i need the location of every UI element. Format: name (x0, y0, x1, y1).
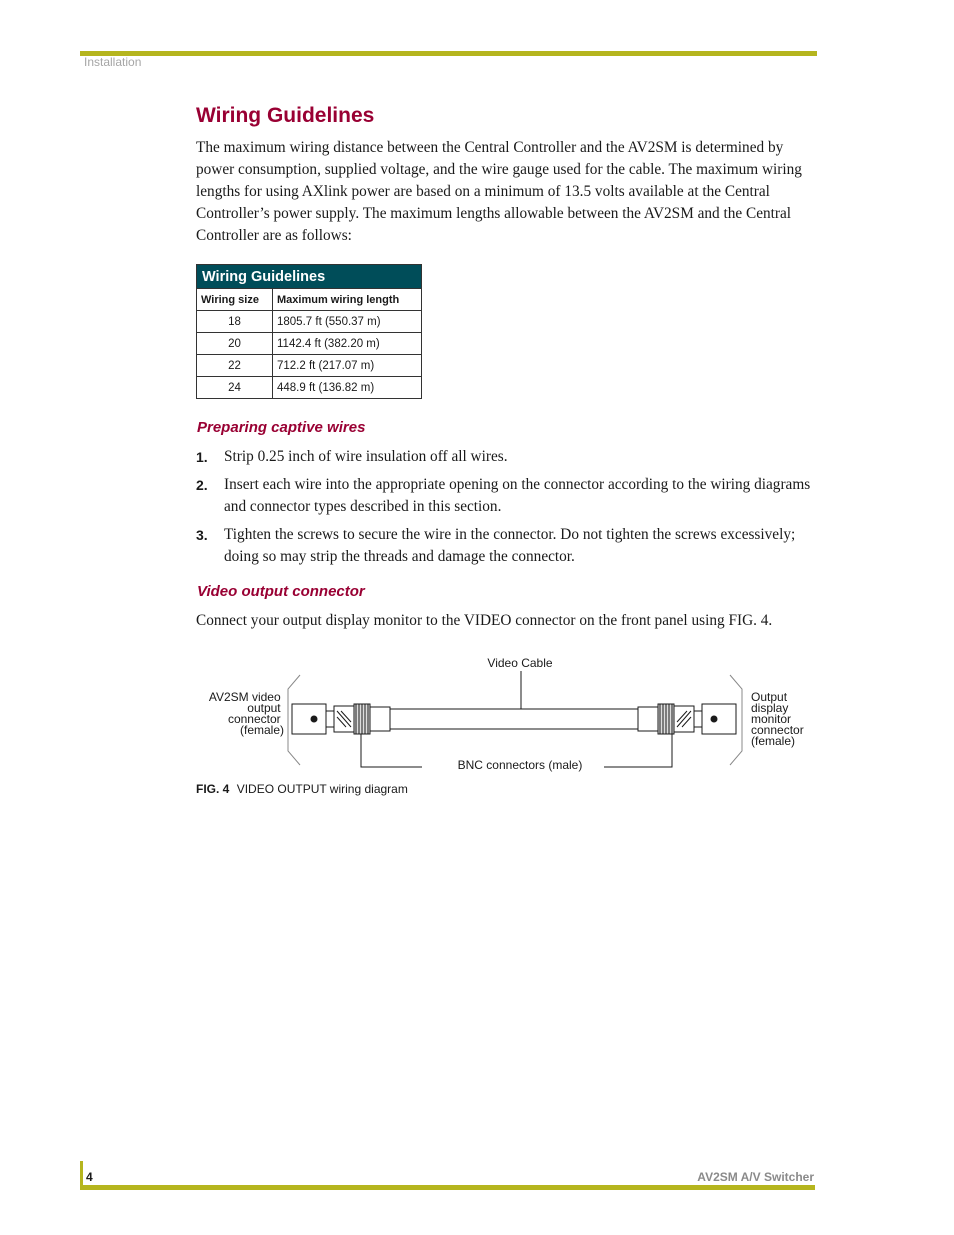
video-cable (390, 709, 638, 729)
running-head: Installation (84, 55, 142, 69)
captive-wires-steps (196, 446, 816, 574)
table-caption: Wiring Guidelines (197, 265, 422, 289)
column-header-max-length: Maximum wiring length (273, 289, 422, 311)
step-text: Strip 0.25 inch of wire insulation off all wires. (224, 448, 508, 465)
column-header-wiring-size: Wiring size (197, 289, 273, 311)
left-bnc-connector (334, 704, 390, 734)
figure-caption-text: VIDEO OUTPUT wiring diagram (236, 782, 408, 796)
max-length-cell: 712.2 ft (217.07 m) (273, 355, 422, 377)
label-right-connector: Output display monitor connector (female) (751, 690, 804, 748)
figure-caption (196, 782, 408, 796)
header-rule (80, 51, 817, 56)
figure-label: FIG. 4 (196, 782, 230, 796)
video-output-wiring-diagram (196, 645, 816, 780)
step-text: Insert each wire into the appropriate opening on the connector according to the wiring diagrams and connector types described in this section. (224, 476, 811, 515)
max-length-cell: 1805.7 ft (550.37 m) (273, 311, 422, 333)
footer-rule (80, 1185, 815, 1190)
section-title: Wiring Guidelines (196, 104, 375, 127)
label-left-connector: AV2SM video output connector (female) (208, 690, 284, 737)
wiring-size-cell: 22 (197, 355, 273, 377)
step-text: Tighten the screws to secure the wire in the connector. Do not tighten the screws excessively; doing so may strip the threads and damage the connector. (224, 526, 796, 565)
right-female-jack (694, 704, 736, 734)
step-number: 1. (196, 449, 208, 465)
page-number: 4 (86, 1170, 93, 1184)
wiring-size-cell: 20 (197, 333, 273, 355)
wiring-size-cell: 18 (197, 311, 273, 333)
left-female-jack (292, 704, 334, 734)
list-item (196, 446, 816, 468)
video-output-paragraph: Connect your output display monitor to the VIDEO connector on the front panel using FIG. 4. (196, 612, 773, 629)
step-number: 3. (196, 527, 208, 543)
captive-wires-heading: Preparing captive wires (197, 419, 366, 436)
list-item (196, 474, 816, 518)
intro-paragraph: The maximum wiring distance between the Central Controller and the AV2SM is determined by power consumption, supplied voltage, and the wire gauge used for the cable. The maximum wiring lengths for using AXlink power are based on a minimum of 13.5 volts available at the Central Controller’s power supply. The maximum lengths allowable between the AV2SM and the Central Controller are as follows: (196, 139, 802, 244)
label-bnc-connectors: BNC connectors (male) (457, 758, 583, 772)
bnc-leader-right (604, 734, 672, 767)
step-number: 2. (196, 477, 208, 493)
document-title: AV2SM A/V Switcher (697, 1170, 814, 1184)
max-length-cell: 448.9 ft (136.82 m) (273, 377, 422, 399)
video-output-heading: Video output connector (197, 583, 365, 600)
table-row (197, 355, 422, 377)
wiring-guidelines-table (196, 264, 422, 399)
label-video-cable: Video Cable (487, 656, 553, 670)
table-row (197, 333, 422, 355)
max-length-cell: 1142.4 ft (382.20 m) (273, 333, 422, 355)
list-item (196, 524, 816, 568)
table-row (197, 311, 422, 333)
right-bnc-connector (638, 704, 694, 734)
bnc-leader-left (361, 734, 422, 767)
wiring-size-cell: 24 (197, 377, 273, 399)
table-row (197, 377, 422, 399)
